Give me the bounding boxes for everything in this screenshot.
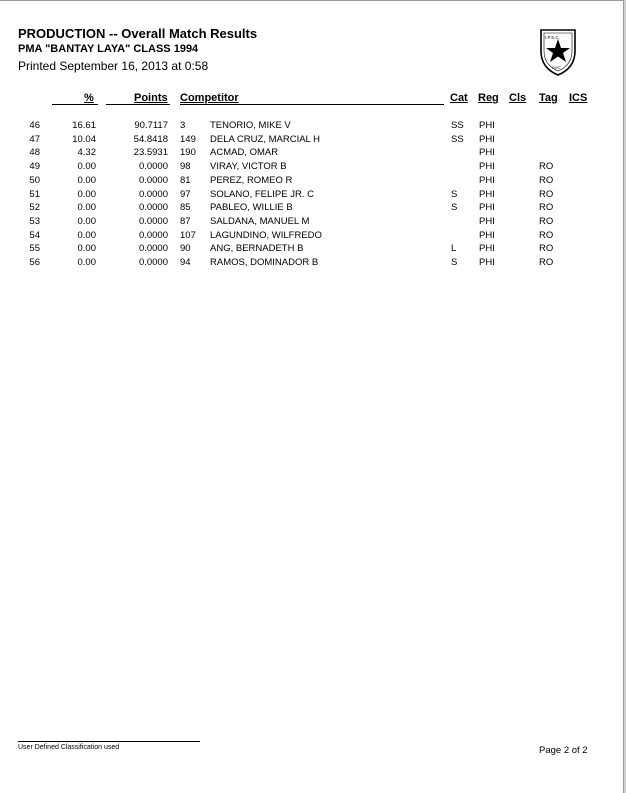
percent-cell: 0.00 (77, 188, 96, 200)
region-cell: PHI (479, 215, 495, 227)
tag-cell: RO (539, 161, 554, 173)
place-cell: 51 (29, 188, 40, 200)
percent-cell: 0.00 (77, 243, 96, 255)
table-row (0, 175, 626, 189)
points-cell: 0.0000 (138, 229, 168, 241)
tag-cell: RO (539, 243, 554, 255)
col-header-points: Points (134, 92, 168, 104)
competitor-name-cell: PABLEO, WILLIE B (210, 202, 293, 214)
place-cell: 48 (29, 147, 40, 159)
percent-cell: 0.00 (77, 229, 96, 241)
region-cell: PHI (479, 147, 495, 159)
category-cell: S (451, 202, 458, 214)
points-cell: 0.0000 (138, 161, 168, 173)
tag-cell: RO (539, 257, 554, 268)
competitor-number-cell: 149 (180, 133, 196, 145)
place-cell: 50 (29, 174, 40, 186)
competitor-number-cell: 3 (180, 120, 186, 131)
competitor-number-cell: 98 (180, 161, 191, 173)
competitor-name-cell: DELA CRUZ, MARCIAL H (210, 133, 320, 145)
place-cell: 54 (29, 229, 40, 241)
region-cell: PHI (479, 202, 495, 214)
region-cell: PHI (479, 229, 495, 241)
place-cell: 47 (29, 133, 40, 145)
competitor-name-cell: TENORIO, MIKE V (210, 120, 291, 131)
region-cell: PHI (479, 257, 495, 268)
col-header-tag: Tag (539, 92, 558, 104)
region-cell: PHI (479, 174, 495, 186)
col-header-ics: ICS (569, 92, 588, 104)
tag-cell: RO (539, 202, 554, 214)
page-border-top (0, 0, 626, 1)
competitor-number-cell: 87 (180, 215, 191, 227)
place-cell: 56 (29, 257, 40, 268)
table-row (0, 134, 626, 148)
competitor-number-cell: 90 (180, 243, 191, 255)
category-cell: S (451, 188, 458, 200)
place-cell: 49 (29, 161, 40, 173)
table-row (0, 147, 626, 161)
points-cell: 0.0000 (138, 215, 168, 227)
tag-cell: RO (539, 229, 554, 241)
match-name: PMA "BANTAY LAYA" CLASS 1994 (18, 43, 199, 55)
table-row (0, 243, 626, 257)
header-rule-pct (52, 104, 98, 105)
logo-text-bottom: DVC (552, 65, 561, 70)
points-cell: 54.8418 (133, 133, 168, 145)
col-header-reg: Reg (478, 92, 499, 104)
table-row (0, 216, 626, 230)
header-rule-points (106, 104, 170, 105)
place-cell: 52 (29, 202, 40, 214)
header-rule-competitor (180, 104, 444, 105)
category-cell: L (451, 243, 457, 255)
tag-cell: RO (539, 174, 554, 186)
percent-cell: 0.00 (77, 161, 96, 173)
competitor-number-cell: 85 (180, 202, 191, 214)
points-cell: 0.0000 (138, 174, 168, 186)
percent-cell: 16.61 (72, 120, 96, 131)
points-cell: 90.7117 (134, 120, 168, 131)
col-header-cls: Cls (509, 92, 527, 104)
printed-date: Printed September 16, 2013 at 0:58 (18, 59, 209, 73)
table-row (0, 120, 626, 134)
ipsc-shield-icon (538, 27, 578, 77)
report-title: PRODUCTION -- Overall Match Results (18, 26, 258, 41)
region-cell: PHI (479, 133, 495, 145)
competitor-number-cell: 97 (180, 188, 191, 200)
competitor-name-cell: ANG, BERNADETH B (210, 243, 304, 255)
points-cell: 0.0000 (138, 202, 168, 214)
competitor-name-cell: VIRAY, VICTOR B (210, 161, 287, 173)
percent-cell: 0.00 (77, 202, 96, 214)
competitor-name-cell: RAMOS, DOMINADOR B (210, 257, 319, 268)
tag-cell: RO (539, 215, 554, 227)
col-header-cat: Cat (450, 92, 468, 104)
category-cell: S (451, 257, 458, 268)
region-cell: PHI (479, 188, 495, 200)
category-cell: SS (451, 133, 464, 145)
region-cell: PHI (479, 161, 495, 173)
competitor-number-cell: 107 (180, 229, 196, 241)
table-row (0, 230, 626, 244)
points-cell: 0.0000 (138, 257, 168, 268)
classification-note: User Defined Classification used (18, 744, 120, 751)
region-cell: PHI (479, 120, 495, 131)
col-header-competitor: Competitor (180, 92, 239, 104)
competitor-name-cell: SOLANO, FELIPE JR. C (210, 188, 314, 200)
percent-cell: 0.00 (77, 215, 96, 227)
table-row (0, 161, 626, 175)
competitor-name-cell: SALDANA, MANUEL M (210, 215, 310, 227)
page-number: Page 2 of 2 (539, 745, 588, 756)
competitor-number-cell: 81 (180, 174, 191, 186)
points-cell: 0.0000 (138, 243, 168, 255)
place-cell: 55 (29, 243, 40, 255)
region-cell: PHI (479, 243, 495, 255)
competitor-name-cell: PEREZ, ROMEO R (210, 174, 293, 186)
tag-cell: RO (539, 188, 554, 200)
category-cell: SS (451, 120, 464, 131)
col-header-pct: % (84, 92, 94, 104)
points-cell: 0.0000 (138, 188, 168, 200)
table-row (0, 202, 626, 216)
place-cell: 53 (29, 215, 40, 227)
footer-rule (18, 741, 200, 742)
table-row (0, 257, 626, 271)
place-cell: 46 (29, 120, 40, 131)
competitor-name-cell: LAGUNDINO, WILFREDO (210, 229, 322, 241)
percent-cell: 0.00 (77, 257, 96, 268)
table-row (0, 189, 626, 203)
percent-cell: 4.32 (77, 147, 96, 159)
percent-cell: 10.04 (72, 133, 96, 145)
logo-text-top: I.P.S.C. (545, 35, 560, 40)
competitor-name-cell: ACMAD, OMAR (210, 147, 279, 159)
competitor-number-cell: 94 (180, 257, 191, 268)
competitor-number-cell: 190 (180, 147, 196, 159)
percent-cell: 0.00 (77, 174, 96, 186)
points-cell: 23.5931 (133, 147, 168, 159)
